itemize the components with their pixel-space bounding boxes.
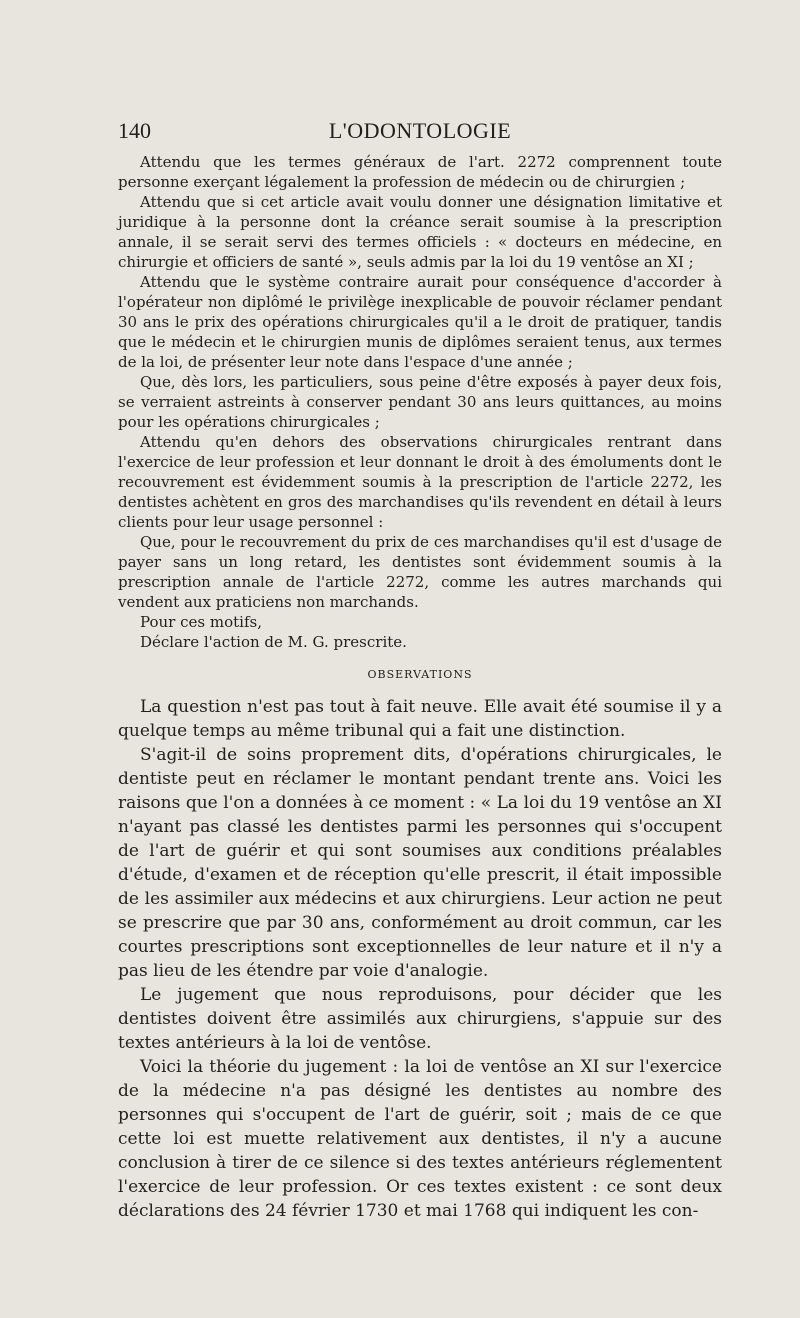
decision-paragraph: Que, dès lors, les particuliers, sous peine d'être exposés à payer deux fois, se verraient astreints à conserver pendant 30 ans leurs quittances, au moins pour les opérations chirurgicales ; xyxy=(118,373,722,431)
observation-paragraph: La question n'est pas tout à fait neuve. Elle avait été soumise il y a quelque temps au même tribunal qui a fait une distinction. xyxy=(118,697,722,741)
observation-paragraph: S'agit-il de soins proprement dits, d'opérations chirurgicales, le dentiste peut en réclamer le montant pendant trente ans. Voici les raisons que l'on a données à ce moment : « La loi du 19 ventôse an XI n'ayant pas classé les dentistes parmi les personnes qui s'occupent de l'art de guérir et qui sont soumises aux conditions préalables d'étude, d'examen et de réception qu'elle prescrit, il était impossible de les assimiler aux médecins et aux chirurgiens. Leur action ne peut se prescrire que par 30 ans, conformément au droit commun, car les courtes prescriptions sont exceptionnelles de leur nature et il n'y a pas lieu de les étendre par voie d'analogie. xyxy=(118,745,722,981)
decision-paragraph: Attendu que si cet article avait voulu donner une désignation limitative et juridique à la personne dont la créance serait soumise à la prescription annale, il se serait servi des termes officiels : « docteurs en médecine, en chirurgie et officiers de santé », seuls admis par la loi du 19 ventôse an XI ; xyxy=(118,193,722,271)
page-number: 140 xyxy=(118,118,151,143)
page-header xyxy=(118,118,722,150)
decision-paragraph: Déclare l'action de M. G. prescrite. xyxy=(140,633,407,651)
page-body xyxy=(118,152,722,1223)
decision-paragraph: Pour ces motifs, xyxy=(140,613,262,631)
observation-paragraph: Voici la théorie du jugement : la loi de ventôse an XI sur l'exercice de la médecine n'a pas désigné les dentistes au nombre des personnes qui s'occupent de l'art de guérir, soit ; mais de ce que cette loi est muette relativement aux dentistes, il n'y a aucune conclusion à tirer de ce silence si des textes antérieurs réglementent l'exercice de leur profession. Or ces textes existent : ce sont deux déclarations des 24 février 1730 et mai 1768 qui indiquent les con- xyxy=(118,1057,722,1221)
decision-paragraph: Attendu que les termes généraux de l'art. 2272 comprennent toute personne exerçant légalement la profession de médecin ou de chirurgien ; xyxy=(118,153,722,191)
observation-paragraph: Le jugement que nous reproduisons, pour décider que les dentistes doivent être assimilés aux chirurgiens, s'appuie sur des textes antérieurs à la loi de ventôse. xyxy=(118,985,722,1053)
observations-heading: OBSERVATIONS xyxy=(367,668,473,681)
decision-paragraph: Attendu qu'en dehors des observations chirurgicales rentrant dans l'exercice de leur profession et leur donnant le droit à des émoluments dont le recouvrement est évidemment soumis à la prescription de l'article 2272, les dentistes achètent en gros des marchandises qu'ils revendent en détail à leurs clients pour leur usage personnel : xyxy=(118,433,722,531)
decision-paragraph: Que, pour le recouvrement du prix de ces marchandises qu'il est d'usage de payer sans un long retard, les dentistes sont évidemment soumis à la prescription annale de l'article 2272, comme les autres marchands qui vendent aux praticiens non marchands. xyxy=(118,533,722,611)
decision-paragraph: Attendu que le système contraire aurait pour conséquence d'accorder à l'opérateur non diplômé le privilège inexplicable de pouvoir réclamer pendant 30 ans le prix des opérations chirurgicales qu'il a le droit de pratiquer, tandis que le médecin et le chirurgien munis de diplômes seraient tenus, aux termes de la loi, de présenter leur note dans l'espace d'une année ; xyxy=(118,273,722,371)
running-title: L'ODONTOLOGIE xyxy=(328,118,512,143)
